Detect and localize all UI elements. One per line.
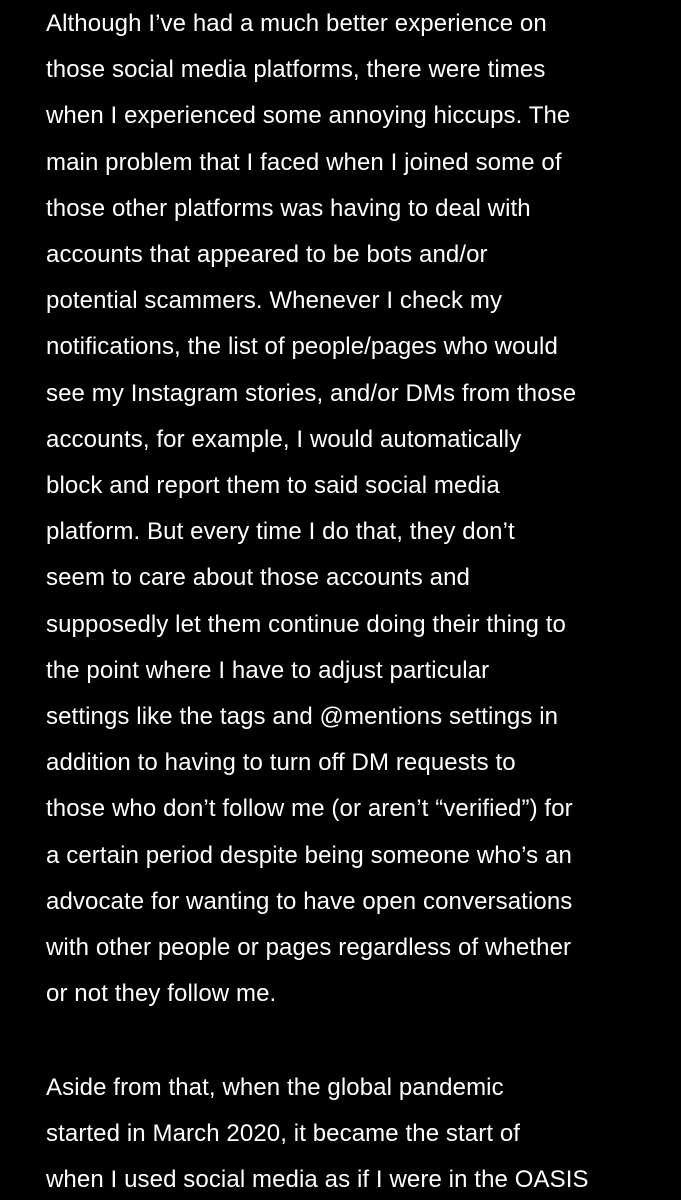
paragraph-line: advocate for wanting to have open conversations: [46, 887, 573, 915]
paragraph-line: a certain period despite being someone who’s an: [46, 841, 572, 869]
paragraph-line: when I used social media as if I were in the OASIS: [46, 1166, 589, 1194]
paragraph-line: seem to care about those accounts and: [46, 564, 470, 592]
paragraph-line: platform. But every time I do that, they don’t: [46, 518, 515, 546]
paragraph-line: block and report them to said social media: [46, 472, 500, 500]
paragraph-line: the point where I have to adjust particular: [46, 656, 490, 684]
paragraph-line: Aside from that, when the global pandemic: [46, 1074, 504, 1101]
paragraph-line: those who don’t follow me (or aren’t “verified”) for: [46, 795, 573, 823]
paragraph-1: [46, 1, 666, 1017]
paragraph-line: when I experienced some annoying hiccups. The: [46, 102, 571, 130]
paragraph-line: or not they follow me.: [46, 980, 277, 1008]
paragraph-line: Although I’ve had a much better experience on: [46, 10, 547, 37]
paragraph-line: settings like the tags and @mentions settings in: [46, 703, 559, 731]
paragraph-line: addition to having to turn off DM requests to: [46, 749, 516, 777]
paragraph-line: accounts, for example, I would automatically: [46, 425, 522, 453]
paragraph-line: those other platforms was having to deal with: [46, 194, 531, 222]
paragraph-line: main problem that I faced when I joined some of: [46, 148, 562, 176]
paragraph-line: those social media platforms, there were times: [46, 56, 546, 84]
paragraph-2: [46, 1065, 666, 1200]
paragraph-line: potential scammers. Whenever I check my: [46, 287, 503, 315]
paragraph-line: notifications, the list of people/pages who would: [46, 333, 558, 361]
paragraph-line: see my Instagram stories, and/or DMs from those: [46, 379, 577, 407]
paragraph-line: started in March 2020, it became the start of: [46, 1120, 521, 1148]
paragraph-line: accounts that appeared to be bots and/or: [46, 241, 488, 269]
paragraph-line: supposedly let them continue doing their thing to: [46, 610, 566, 638]
paragraph-line: with other people or pages regardless of whether: [46, 934, 572, 962]
